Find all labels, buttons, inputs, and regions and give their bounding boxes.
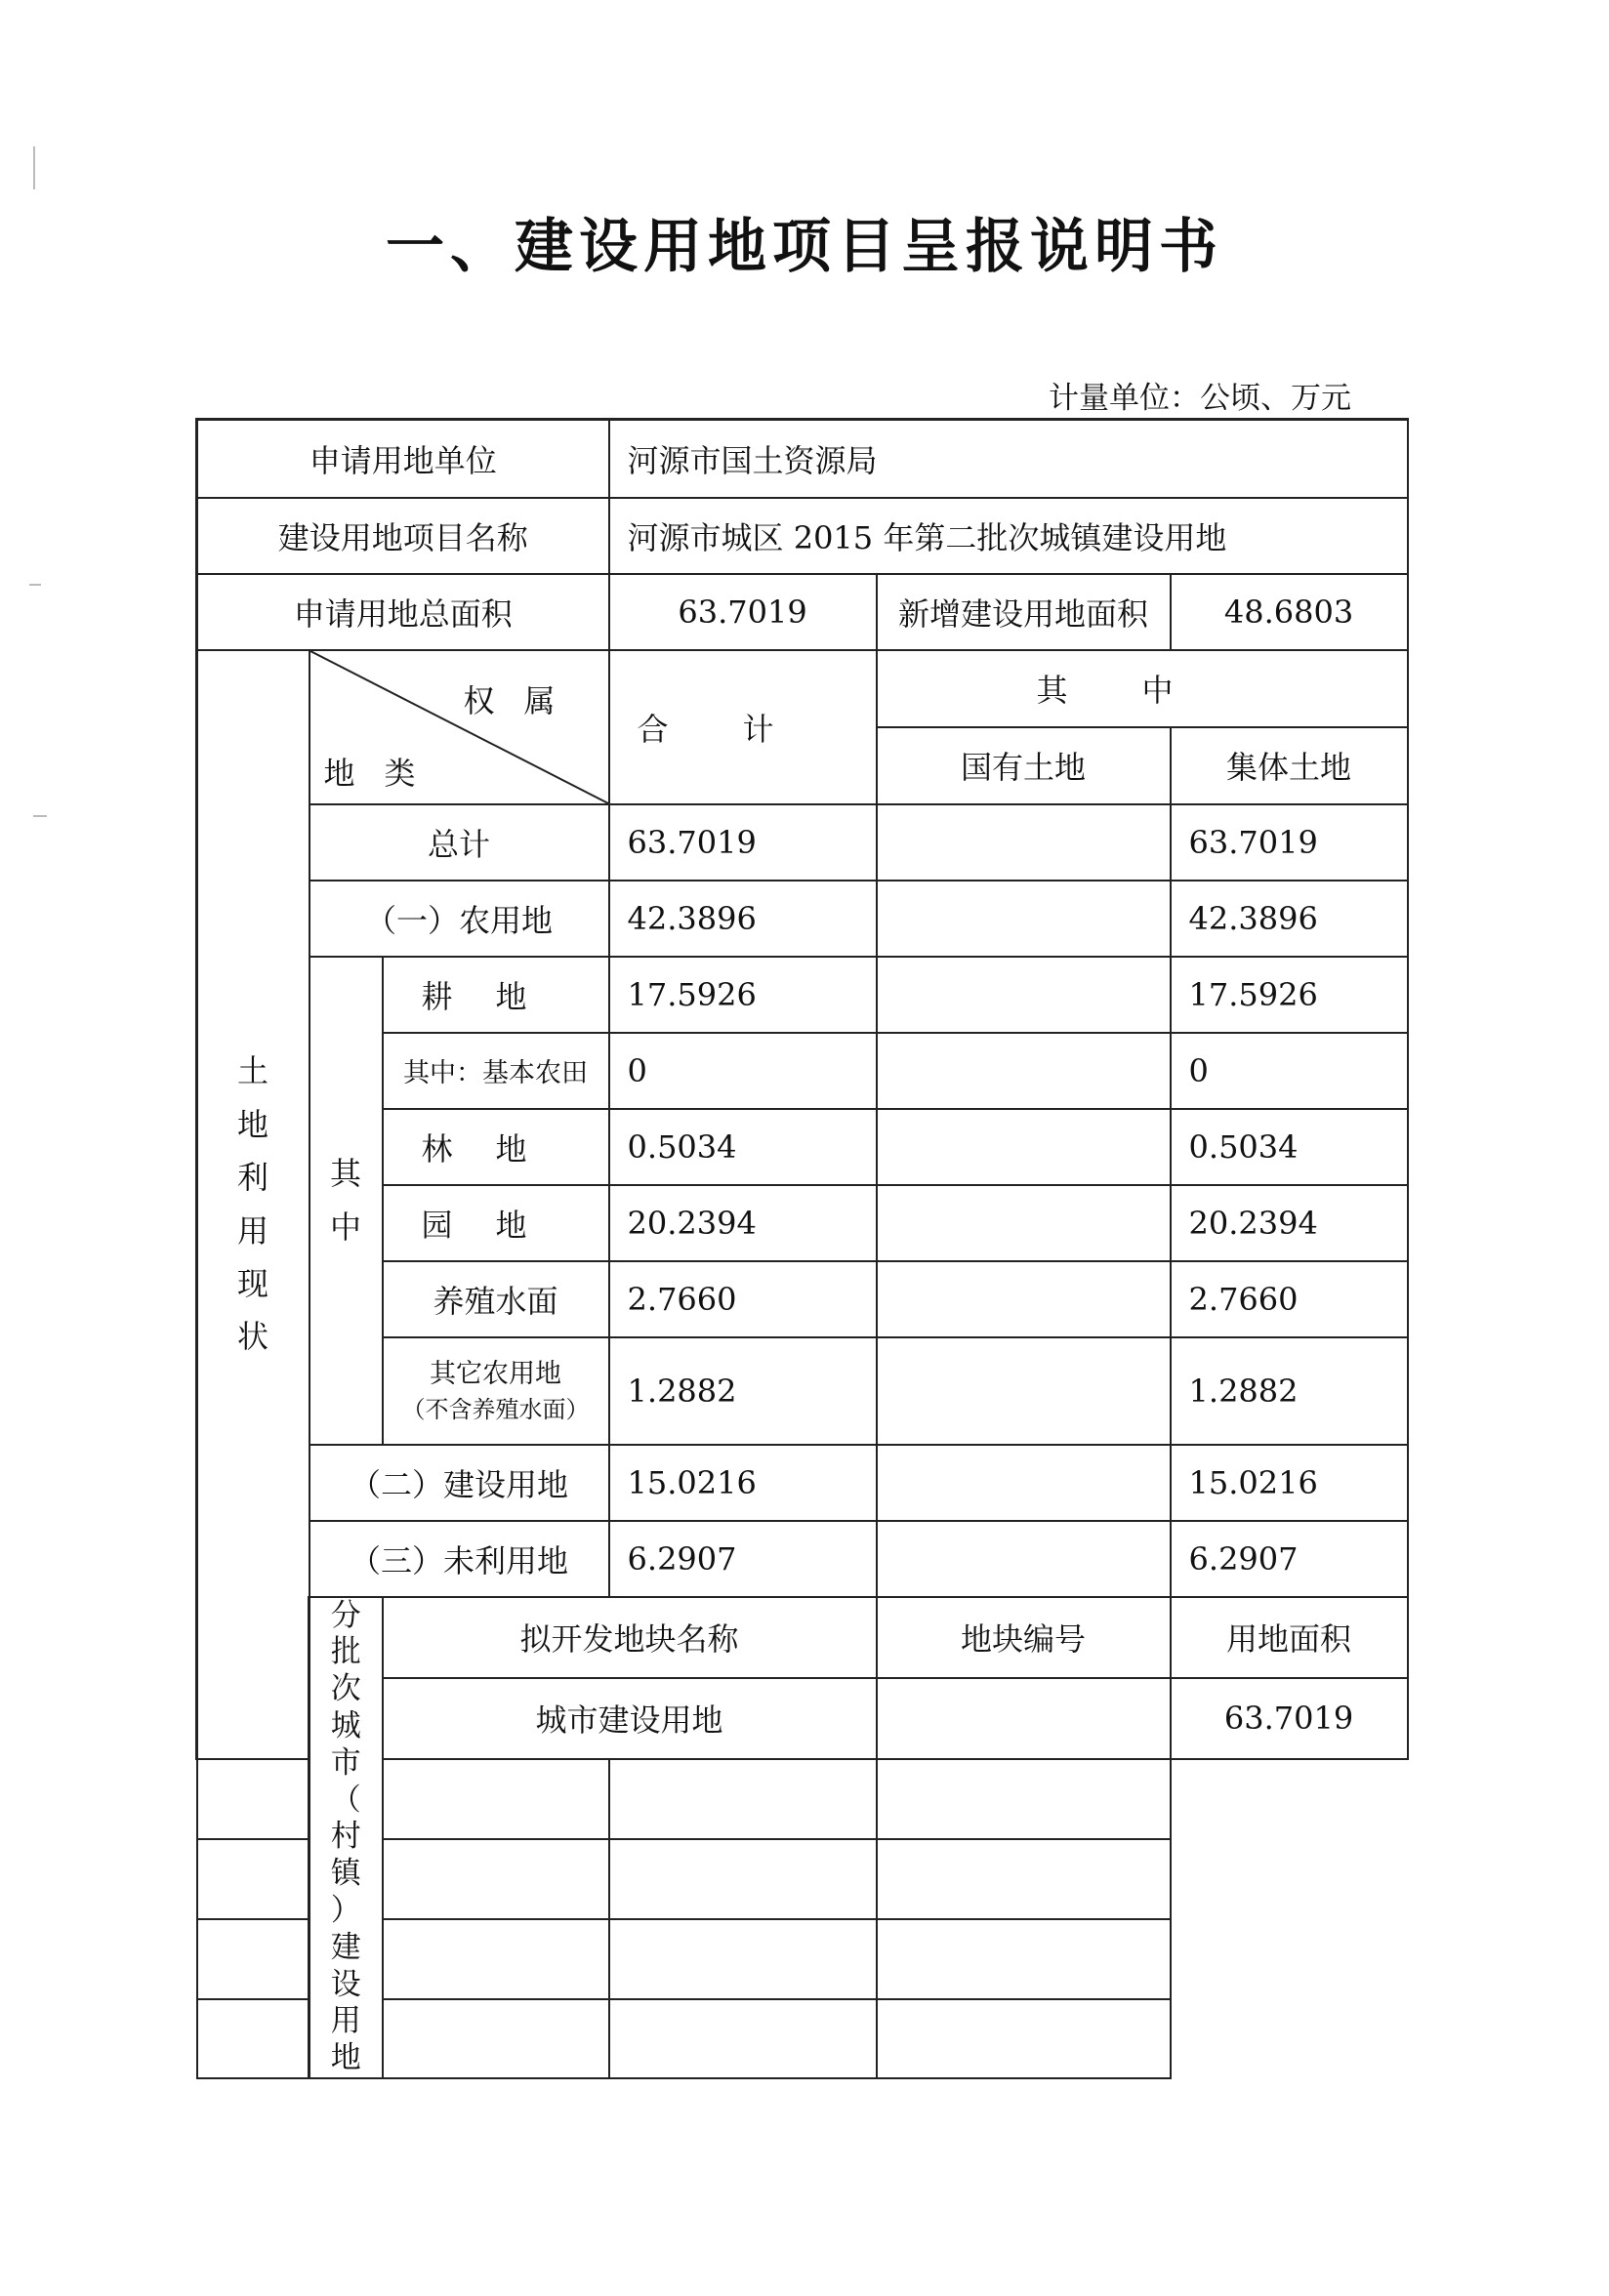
block-code-cell — [877, 1678, 1171, 1759]
collective-cell: 0.5034 — [1171, 1109, 1408, 1185]
row-label: 其中：基本农田 — [383, 1033, 609, 1109]
vertical-char: 用 — [330, 2003, 361, 2039]
land-use-vertical-text — [210, 1045, 296, 1363]
block-code-cell — [383, 1839, 609, 1919]
collective-cell: 6.2907 — [1171, 1521, 1408, 1597]
block-code-cell — [383, 1999, 609, 2078]
vertical-char: 村 — [330, 1819, 361, 1855]
vertical-char: 分 — [330, 1597, 361, 1633]
vertical-char: 市 — [330, 1744, 361, 1781]
collective-cell: 2.7660 — [1171, 1261, 1408, 1337]
land-use-section-label — [197, 650, 309, 1759]
table-row — [197, 957, 1408, 1033]
area-row — [197, 574, 1408, 650]
total-cell: 2.7660 — [609, 1261, 877, 1337]
state-owned-column-header: 国有土地 — [877, 727, 1171, 804]
vertical-char: 利 — [236, 1159, 268, 1197]
total-cell: 1.2882 — [609, 1337, 877, 1445]
state-owned-cell — [877, 1521, 1171, 1597]
development-use-cell — [877, 1999, 1171, 2078]
category-label: 地类 — [323, 754, 445, 792]
collective-column-header: 集体土地 — [1171, 727, 1408, 804]
vertical-char: 批 — [330, 1634, 361, 1670]
state-owned-cell — [877, 881, 1171, 957]
row-label: 林地 — [383, 1109, 609, 1185]
state-owned-cell — [877, 1185, 1171, 1261]
row-label: 总计 — [309, 804, 609, 881]
vertical-char: 城 — [330, 1707, 361, 1743]
scan-edge-mark — [33, 146, 35, 189]
row-label: 其它农用地 — [430, 1358, 562, 1389]
total-cell: 0.5034 — [609, 1109, 877, 1185]
block-name-cell: 城市建设用地 — [383, 1678, 877, 1759]
row-label: （三）未利用地 — [309, 1521, 609, 1597]
diagonal-header-cell — [309, 650, 609, 804]
land-area-cell: 63.7019 — [1171, 1678, 1408, 1759]
vertical-char: 地 — [236, 1105, 268, 1143]
total-cell: 20.2394 — [609, 1185, 877, 1261]
vertical-char: 其 — [329, 1155, 361, 1193]
vertical-char: （ — [330, 1782, 361, 1818]
applicant-label: 申请用地单位 — [197, 420, 609, 498]
vertical-char: 状 — [236, 1318, 268, 1356]
collective-cell: 1.2882 — [1171, 1337, 1408, 1445]
scan-edge-mark — [29, 584, 41, 586]
project-name-row — [197, 498, 1408, 574]
total-cell: 42.3896 — [609, 881, 877, 957]
batch-header-row — [197, 1597, 1408, 1678]
state-owned-cell — [877, 1261, 1171, 1337]
vertical-char: 土 — [236, 1052, 268, 1090]
total-column-header: 合计 — [609, 650, 877, 804]
row-label-stack — [386, 1355, 606, 1427]
batch-row — [197, 1919, 1408, 1999]
state-owned-cell — [877, 1445, 1171, 1521]
vertical-char: 现 — [236, 1265, 268, 1303]
table-row — [197, 1445, 1408, 1521]
unit-label: 计量单位：公顷、万元 — [1049, 381, 1351, 416]
new-area-value: 48.6803 — [1171, 574, 1408, 650]
vertical-char: 建 — [330, 1929, 361, 1965]
vertical-char: 地 — [330, 2040, 361, 2076]
total-area-label: 申请用地总面积 — [197, 574, 609, 650]
land-area-cell — [609, 1999, 877, 2078]
new-area-label: 新增建设用地面积 — [877, 574, 1171, 650]
among-header: 其中 — [877, 650, 1408, 727]
land-use-header-row — [197, 650, 1408, 727]
collective-cell: 17.5926 — [1171, 957, 1408, 1033]
project-name-label: 建设用地项目名称 — [197, 498, 609, 574]
batch-row — [197, 1839, 1408, 1919]
total-cell: 15.0216 — [609, 1445, 877, 1521]
applicant-row — [197, 420, 1408, 498]
development-use-cell — [877, 1919, 1171, 1999]
land-area-cell — [609, 1919, 877, 1999]
row-label: 园地 — [383, 1185, 609, 1261]
sub-group-label — [309, 957, 383, 1445]
collective-cell: 15.0216 — [1171, 1445, 1408, 1521]
collective-cell: 63.7019 — [1171, 804, 1408, 881]
ownership-label: 权属 — [463, 681, 585, 719]
state-owned-cell — [877, 1033, 1171, 1109]
state-owned-cell — [877, 804, 1171, 881]
scan-edge-mark — [33, 815, 47, 817]
total-cell: 6.2907 — [609, 1521, 877, 1597]
collective-cell: 42.3896 — [1171, 881, 1408, 957]
vertical-char: 用 — [236, 1211, 268, 1250]
table-row — [197, 1521, 1408, 1597]
land-application-table — [195, 418, 1409, 2079]
vertical-char: ） — [330, 1893, 361, 1928]
table-row — [197, 881, 1408, 957]
collective-cell: 20.2394 — [1171, 1185, 1408, 1261]
vertical-char: 中 — [329, 1208, 361, 1246]
batch-row — [197, 1999, 1408, 2078]
row-label-cell — [383, 1337, 609, 1445]
block-code-cell — [383, 1759, 609, 1839]
row-label: 耕地 — [383, 957, 609, 1033]
total-cell: 0 — [609, 1033, 877, 1109]
total-area-value: 63.7019 — [609, 574, 877, 650]
land-area-column-header: 用地面积 — [1171, 1597, 1408, 1678]
row-label: 养殖水面 — [383, 1261, 609, 1337]
vertical-char: 设 — [330, 1966, 361, 2002]
development-use-cell — [877, 1839, 1171, 1919]
state-owned-cell — [877, 1337, 1171, 1445]
applicant-value: 河源市国土资源局 — [609, 420, 1408, 498]
total-cell: 17.5926 — [609, 957, 877, 1033]
block-code-cell — [383, 1919, 609, 1999]
collective-cell: 0 — [1171, 1033, 1408, 1109]
row-label: （二）建设用地 — [309, 1445, 609, 1521]
vertical-char: 次 — [330, 1671, 361, 1707]
batch-row — [197, 1759, 1408, 1839]
vertical-char: 镇 — [330, 1856, 361, 1892]
table-row — [197, 804, 1408, 881]
total-cell: 63.7019 — [609, 804, 877, 881]
development-use-cell — [877, 1759, 1171, 1839]
row-label-note: （不含养殖水面） — [401, 1395, 590, 1423]
sub-group-vertical-text — [322, 1147, 370, 1253]
state-owned-cell — [877, 1109, 1171, 1185]
project-name-value: 河源市城区 2015 年第二批次城镇建设用地 — [609, 498, 1408, 574]
row-label: （一）农用地 — [309, 881, 609, 957]
block-code-column-header: 地块编号 — [877, 1597, 1171, 1678]
land-area-cell — [609, 1759, 877, 1839]
land-area-cell — [609, 1839, 877, 1919]
document-title: 一、建设用地项目呈报说明书 — [386, 213, 1223, 281]
state-owned-cell — [877, 957, 1171, 1033]
block-name-column-header: 拟开发地块名称 — [383, 1597, 877, 1678]
